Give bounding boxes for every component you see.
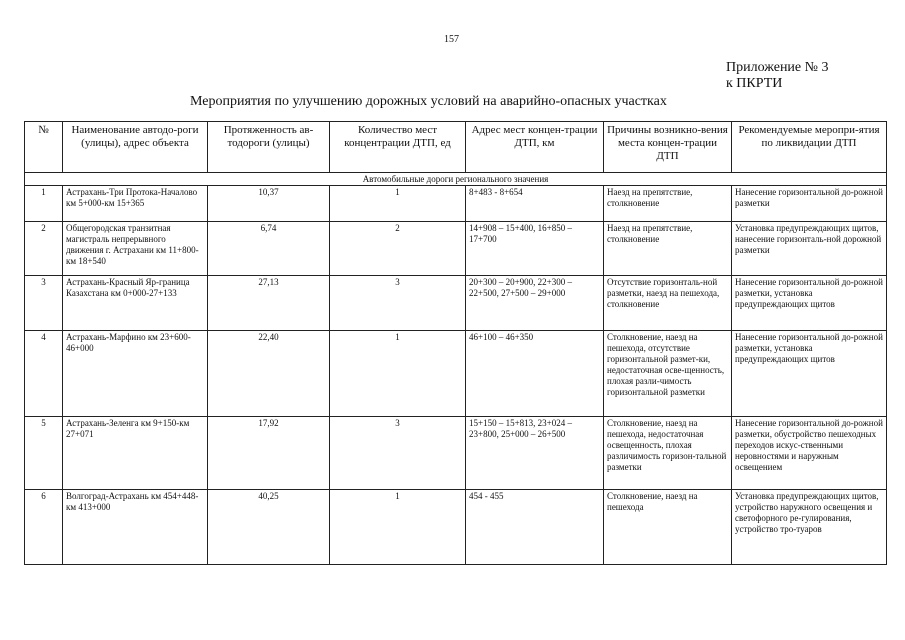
table-row (25, 331, 887, 417)
cell-road-name: Астрахань-Три Протока-Началово км 5+000-км 15+365 (63, 186, 208, 222)
cell-count: 3 (330, 417, 466, 490)
cell-address: 14+908 – 15+400, 16+850 – 17+700 (466, 222, 604, 276)
header-length: Протяженность ав-тодороги (улицы) (208, 122, 330, 173)
cell-measures: Установка предупреждающих щитов, устройство наружного освещения и светофорного ре-гулирования, устройство тро-туаров (732, 490, 887, 565)
cell-measures: Нанесение горизонтальной до-рожной разметки, установка предупреждающих щитов (732, 276, 887, 331)
cell-road-name: Астрахань-Зеленга км 9+150-км 27+071 (63, 417, 208, 490)
page-number: 157 (444, 34, 459, 45)
cell-num: 3 (25, 276, 63, 331)
cell-num: 6 (25, 490, 63, 565)
cell-count: 2 (330, 222, 466, 276)
measures-table (24, 121, 887, 565)
header-address: Адрес мест концен-трации ДТП, км (466, 122, 604, 173)
cell-road-name: Волгоград-Астрахань км 454+448-км 413+000 (63, 490, 208, 565)
table-row (25, 276, 887, 331)
cell-length: 22,40 (208, 331, 330, 417)
header-num: № (25, 122, 63, 173)
cell-count: 1 (330, 490, 466, 565)
cell-road-name: Общегородская транзитная магистраль непрерывного движения г. Астрахани км 11+800-км 18+540 (63, 222, 208, 276)
cell-road-name: Астрахань-Красный Яр-граница Казахстана км 0+000-27+133 (63, 276, 208, 331)
cell-num: 2 (25, 222, 63, 276)
table-row (25, 490, 887, 565)
cell-measures: Установка предупреждающих щитов, нанесение горизонталь-ной дорожной разметки (732, 222, 887, 276)
cell-address: 46+100 – 46+350 (466, 331, 604, 417)
cell-cause: Столкновение, наезд на пешехода, недостаточная освещенность, плохая различимость горизон-тальной разметки (604, 417, 732, 490)
cell-cause: Отсутствие горизонталь-ной разметки, наезд на пешехода, столкновение (604, 276, 732, 331)
section-row (25, 173, 887, 186)
header-cause: Причины возникно-вения места концен-трации ДТП (604, 122, 732, 173)
cell-num: 4 (25, 331, 63, 417)
cell-length: 17,92 (208, 417, 330, 490)
header-count: Количество мест концентрации ДТП, ед (330, 122, 466, 173)
cell-cause: Столкновение, наезд на пешехода (604, 490, 732, 565)
cell-address: 454 - 455 (466, 490, 604, 565)
table-row (25, 417, 887, 490)
section-label: Автомобильные дороги регионального значения (25, 173, 887, 186)
header-road-name: Наименование автодо-роги (улицы), адрес объекта (63, 122, 208, 173)
cell-length: 6,74 (208, 222, 330, 276)
cell-count: 3 (330, 276, 466, 331)
appendix-line-2: к ПКРТИ (726, 76, 783, 91)
cell-road-name: Астрахань-Марфино км 23+600-46+000 (63, 331, 208, 417)
cell-cause: Наезд на препятствие, столкновение (604, 222, 732, 276)
cell-cause: Наезд на препятствие, столкновение (604, 186, 732, 222)
cell-num: 1 (25, 186, 63, 222)
cell-length: 10,37 (208, 186, 330, 222)
cell-measures: Нанесение горизонтальной до-рожной разметки, обустройство пешеходных переходов искус-ственными неровностями и наружным освещением (732, 417, 887, 490)
cell-num: 5 (25, 417, 63, 490)
cell-count: 1 (330, 186, 466, 222)
document-title: Мероприятия по улучшению дорожных условий на аварийно-опасных участках (190, 94, 667, 109)
cell-address: 8+483 - 8+654 (466, 186, 604, 222)
cell-address: 20+300 – 20+900, 22+300 – 22+500, 27+500 – 29+000 (466, 276, 604, 331)
appendix-line-1: Приложение № 3 (726, 60, 829, 75)
cell-length: 40,25 (208, 490, 330, 565)
header-measures: Рекомендуемые меропри-ятия по ликвидации ДТП (732, 122, 887, 173)
cell-length: 27,13 (208, 276, 330, 331)
table-row (25, 222, 887, 276)
cell-address: 15+150 – 15+813, 23+024 – 23+800, 25+000 – 26+500 (466, 417, 604, 490)
cell-measures: Нанесение горизонтальной до-рожной разметки, установка предупреждающих щитов (732, 331, 887, 417)
cell-cause: Столкновение, наезд на пешехода, отсутствие горизонтальной размет-ки, недостаточная осве-щенность, плохая разли-чимость горизонтальной разметки (604, 331, 732, 417)
table-header-row (25, 122, 887, 173)
table-row (25, 186, 887, 222)
appendix-label (726, 60, 829, 92)
cell-count: 1 (330, 331, 466, 417)
cell-measures: Нанесение горизонтальной до-рожной разметки (732, 186, 887, 222)
